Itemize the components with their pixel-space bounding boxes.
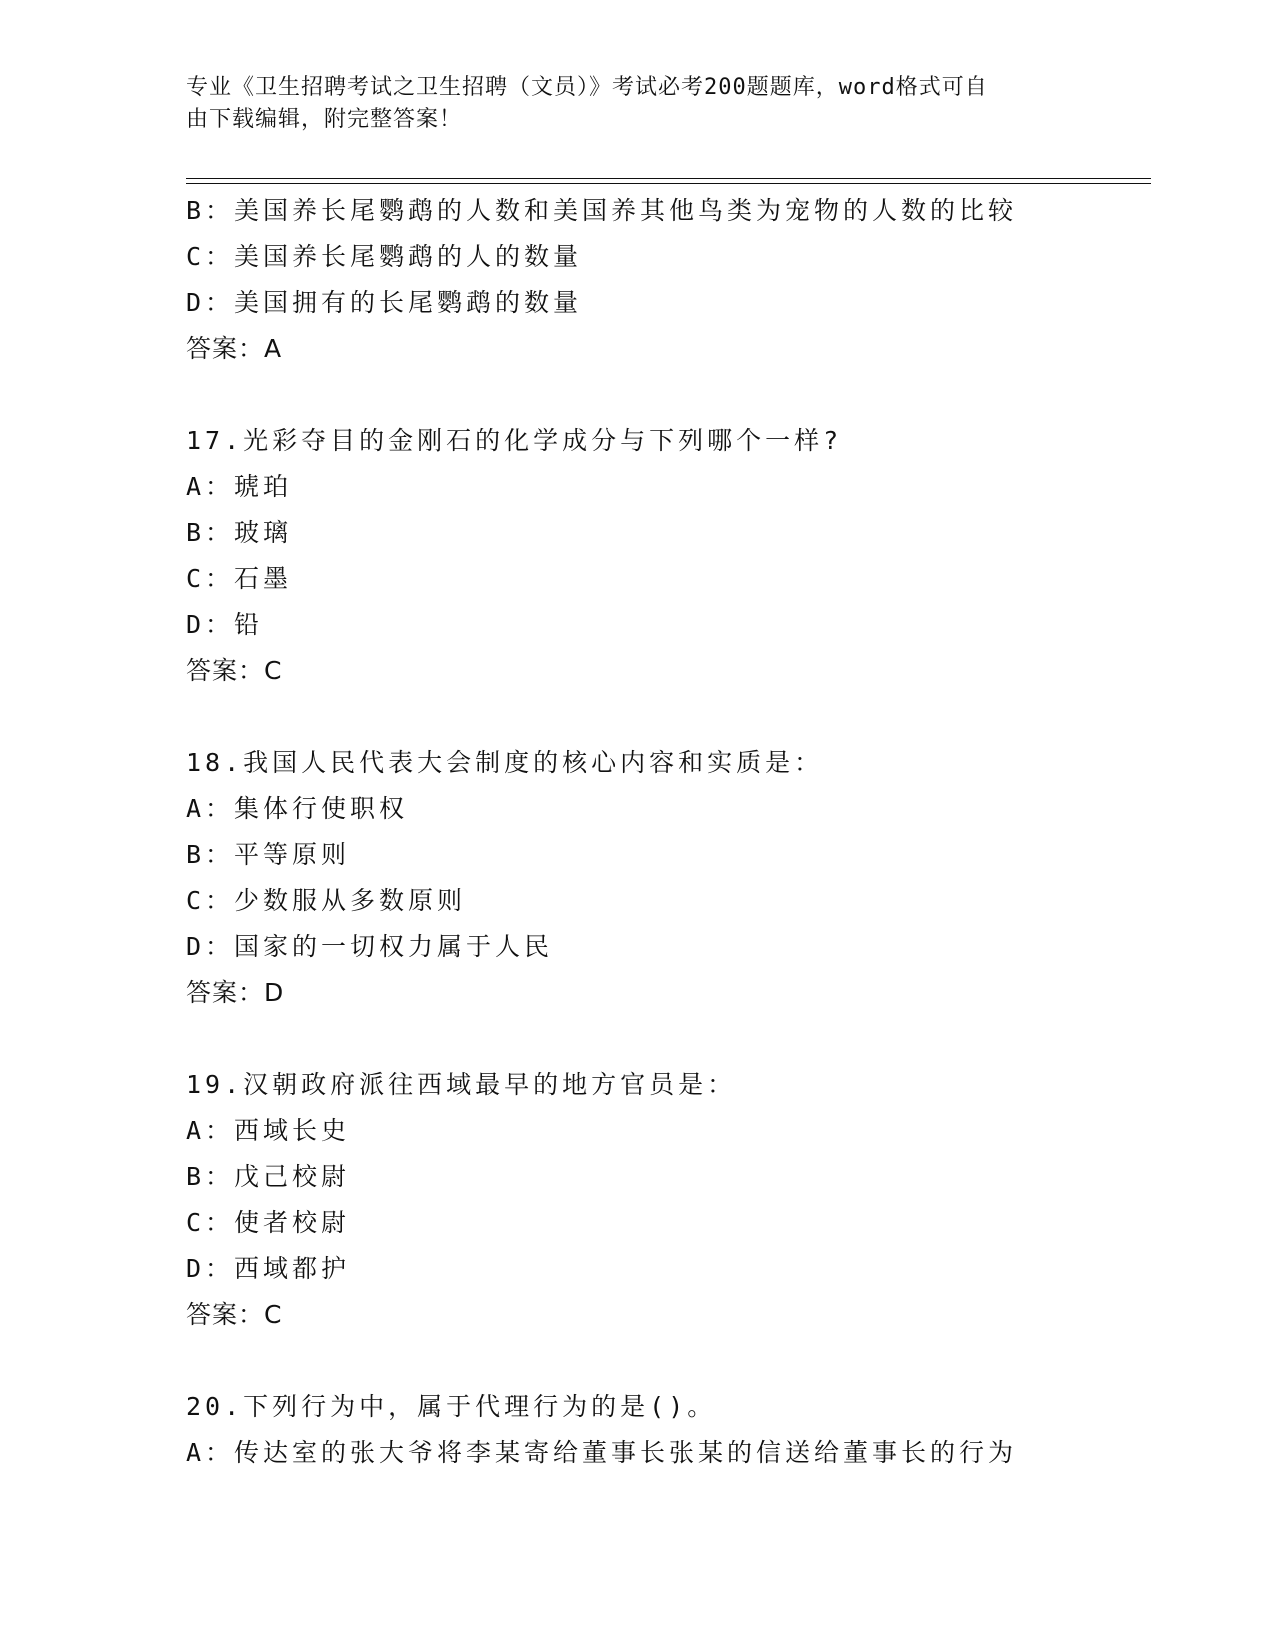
option-a: A：琥珀 bbox=[186, 472, 293, 501]
answer-line: 答案：C bbox=[186, 1300, 283, 1329]
option-b: B：平等原则 bbox=[186, 840, 351, 869]
question-text: 19.汉朝政府派往西域最早的地方官员是： bbox=[186, 1070, 737, 1099]
question-18 bbox=[186, 740, 1146, 1016]
question-17 bbox=[186, 418, 1146, 694]
option-c: C：使者校尉 bbox=[186, 1208, 351, 1237]
answer-line: 答案：A bbox=[186, 334, 283, 363]
header-line-2: 由下载编辑，附完整答案！ bbox=[186, 107, 463, 132]
option-c: C：石墨 bbox=[186, 564, 293, 593]
option-d: D：西域都护 bbox=[186, 1254, 351, 1283]
option-d: D：铅 bbox=[186, 610, 264, 639]
option-a: A：集体行使职权 bbox=[186, 794, 409, 823]
question-text: 17.光彩夺目的金刚石的化学成分与下列哪个一样? bbox=[186, 426, 843, 455]
option-c: C：少数服从多数原则 bbox=[186, 886, 467, 915]
option-b: B：美国养长尾鹦鹉的人数和美国养其他鸟类为宠物的人数的比较 bbox=[186, 196, 1018, 225]
option-a: A：传达室的张大爷将李某寄给董事长张某的信送给董事长的行为 bbox=[186, 1438, 1018, 1467]
answer-line: 答案：D bbox=[186, 978, 285, 1007]
option-c: C：美国养长尾鹦鹉的人的数量 bbox=[186, 242, 583, 271]
option-b: B：玻璃 bbox=[186, 518, 293, 547]
header-divider-bottom bbox=[186, 183, 1151, 184]
question-16-tail bbox=[186, 188, 1146, 372]
question-text: 20.下列行为中，属于代理行为的是()。 bbox=[186, 1392, 717, 1421]
header-divider-top bbox=[186, 178, 1151, 179]
header-line-1: 专业《卫生招聘考试之卫生招聘（文员）》考试必考200题题库，word格式可自 bbox=[186, 75, 988, 100]
option-d: D：国家的一切权力属于人民 bbox=[186, 932, 554, 961]
option-b: B：戊己校尉 bbox=[186, 1162, 351, 1191]
question-20 bbox=[186, 1384, 1146, 1476]
question-list bbox=[186, 188, 1146, 1476]
answer-line: 答案：C bbox=[186, 656, 283, 685]
question-text: 18.我国人民代表大会制度的核心内容和实质是： bbox=[186, 748, 824, 777]
option-a: A：西域长史 bbox=[186, 1116, 351, 1145]
question-19 bbox=[186, 1062, 1146, 1338]
document-header bbox=[186, 72, 1066, 136]
option-d: D：美国拥有的长尾鹦鹉的数量 bbox=[186, 288, 583, 317]
